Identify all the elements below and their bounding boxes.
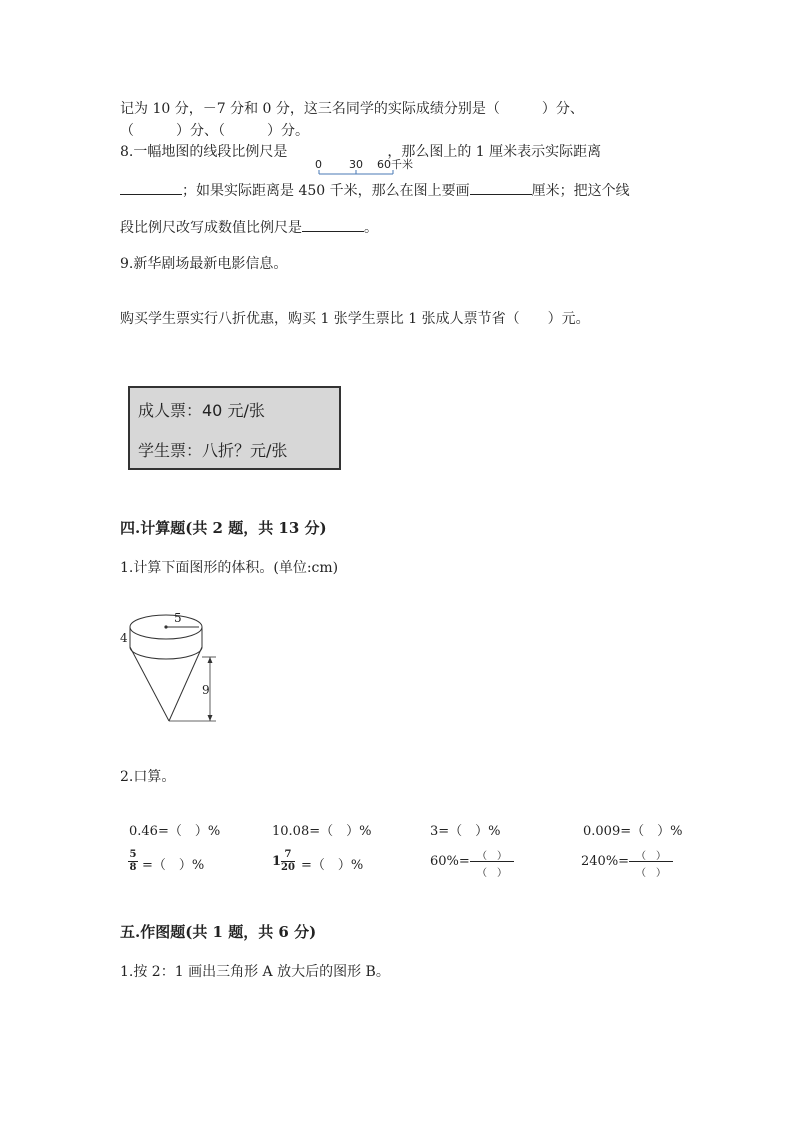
- calc-tail: =（ ）%: [142, 858, 205, 873]
- line-scale-figure: [313, 158, 423, 178]
- mixed-whole: 1: [272, 854, 282, 869]
- q8-text-part1: 8.一幅地图的线段比例尺是: [120, 144, 288, 160]
- calc-item: 10.08=（ ）%: [272, 824, 372, 839]
- q8-text-part2: ，那么图上的 1 厘米表示实际距离: [387, 144, 602, 160]
- s4-q2: 2.口算。: [120, 769, 176, 785]
- calc-lead: 60%=: [430, 854, 470, 869]
- s4-q1: 1.计算下面图形的体积。(单位:cm): [120, 560, 339, 576]
- answer-blank[interactable]: [120, 180, 182, 195]
- q8-line3: [120, 217, 378, 237]
- fraction-denominator: 8: [129, 862, 137, 873]
- cylinder-height-label: 4: [120, 631, 128, 645]
- section5-heading: 五.作图题(共 1 题，共 6 分): [120, 923, 317, 941]
- scale-label-0: 0: [315, 158, 322, 171]
- answer-blank[interactable]: [302, 217, 364, 232]
- fraction-numerator-blank: （ ）: [636, 851, 666, 862]
- q8-line2-part2: 厘米；把这个线: [531, 183, 630, 199]
- answer-blank[interactable]: [470, 180, 532, 195]
- scale-label-60: 60千米: [377, 158, 413, 171]
- calc-lead: 240%=: [581, 854, 630, 869]
- fraction-bar: [629, 861, 673, 862]
- fraction-denominator: 20: [281, 862, 295, 873]
- q7-line1: 记为 10 分，－7 分和 0 分，这三名同学的实际成绩分别是（ ）分、: [120, 101, 584, 117]
- q8-line2-part1: ；如果实际距离是 450 千米，那么在图上要画: [182, 183, 470, 199]
- fraction-denominator-blank: （ ）: [477, 868, 507, 879]
- q9-question: 购买学生票实行八折优惠，购买 1 张学生票比 1 张成人票节省（ ）元。: [120, 311, 590, 327]
- q7-line2: （ ）分、（ ）分。: [120, 123, 309, 139]
- section4-heading: 四.计算题(共 2 题，共 13 分): [120, 519, 327, 537]
- cylinder-cone-figure: [114, 605, 224, 727]
- fraction-numerator: 5: [129, 849, 137, 860]
- radius-label: 5: [174, 611, 182, 625]
- fraction-numerator: 7: [284, 849, 292, 860]
- scale-label-30: 30: [349, 158, 363, 171]
- calc-item: 3=（ ）%: [430, 824, 501, 839]
- q8-line3-part1: 段比例尺改写成数值比例尺是: [120, 220, 302, 236]
- q8-line3-part2: 。: [364, 220, 378, 236]
- q8-line2: [120, 180, 630, 200]
- s5-q1: 1.按 2：1 画出三角形 A 放大后的图形 B。: [120, 964, 390, 980]
- ticket-price-box: [128, 386, 341, 470]
- fraction-denominator-blank: （ ）: [636, 868, 666, 879]
- adult-ticket-price: 成人票：40 元/张: [138, 401, 265, 420]
- calc-item: 0.46=（ ）%: [129, 824, 221, 839]
- calc-item: 0.009=（ ）%: [583, 824, 683, 839]
- student-ticket-price: 学生票：八折？元/张: [138, 441, 288, 460]
- fraction-numerator-blank: （ ）: [477, 851, 507, 862]
- fraction-bar: [470, 861, 514, 862]
- q9-title: 9.新华剧场最新电影信息。: [120, 256, 288, 272]
- cone-height-label: 9: [202, 683, 210, 697]
- calc-tail: =（ ）%: [301, 858, 364, 873]
